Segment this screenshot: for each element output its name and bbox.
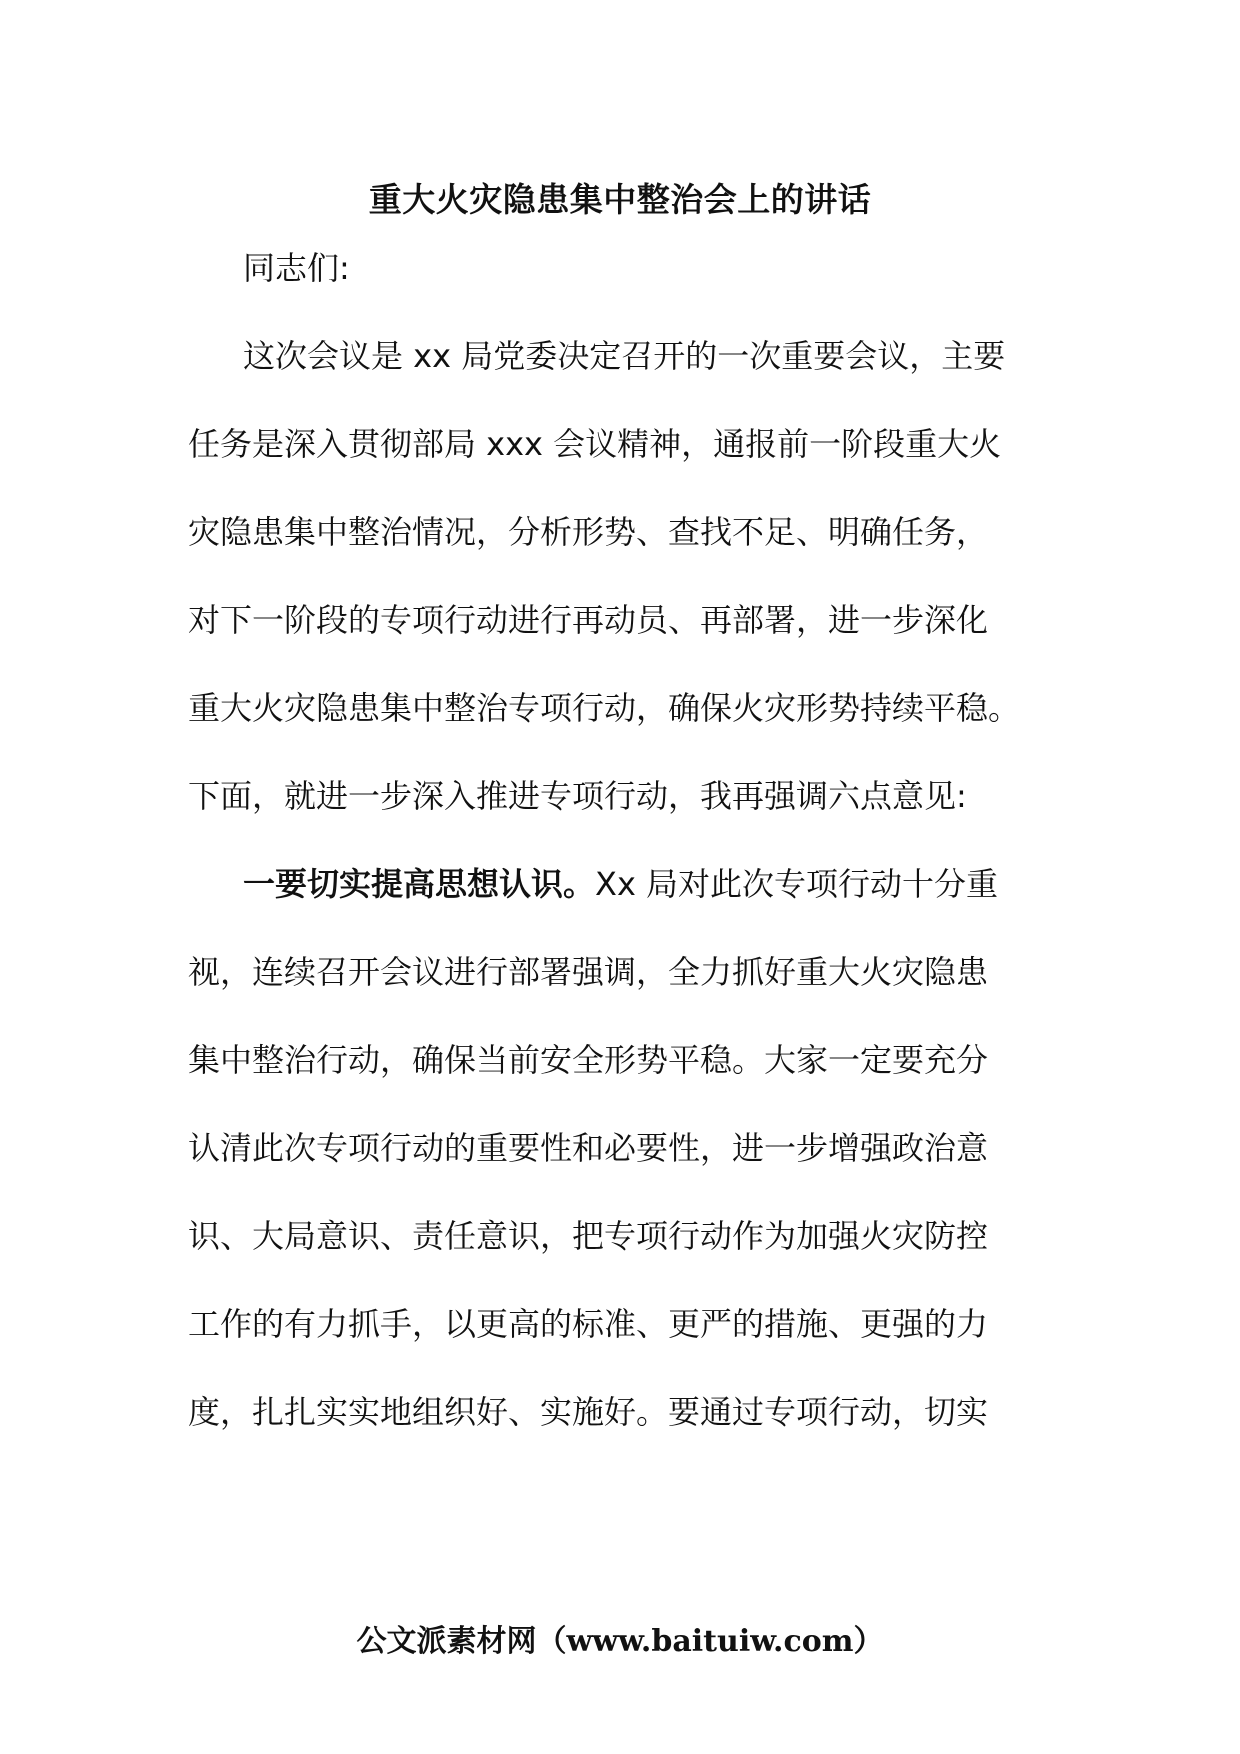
paragraph-line: 视，连续召开会议进行部署强调，全力抓好重大火灾隐患 <box>188 953 989 991</box>
paragraph-text-run: Xx 局对此次专项行动十分重 <box>595 865 999 903</box>
paragraph-line: 认清此次专项行动的重要性和必要性，进一步增强政治意 <box>188 1129 989 1167</box>
document-title: 重大火灾隐患集中整治会上的讲话 <box>368 180 872 219</box>
paragraph-line: 工作的有力抓手，以更高的标准、更严的措施、更强的力 <box>188 1305 989 1343</box>
paragraph-line: 这次会议是 xx 局党委决定召开的一次重要会议，主要 <box>243 337 1006 375</box>
paragraph-line: 度，扎扎实实地组织好、实施好。要通过专项行动，切实 <box>188 1393 989 1431</box>
paragraph-line: 灾隐患集中整治情况，分析形势、查找不足、明确任务， <box>188 513 989 551</box>
paragraph-line: 重大火灾隐患集中整治专项行动，确保火灾形势持续平稳。 <box>188 689 1021 727</box>
paragraph-line <box>243 860 1068 908</box>
paragraph-line: 识、大局意识、责任意识，把专项行动作为加强火灾防控 <box>188 1217 989 1255</box>
paragraph-line: 任务是深入贯彻部局 xxx 会议精神，通报前一阶段重大火 <box>188 425 1002 463</box>
paragraph-line: 集中整治行动，确保当前安全形势平稳。大家一定要充分 <box>188 1041 989 1079</box>
paragraph-line: 对下一阶段的专项行动进行再动员、再部署，进一步深化 <box>188 601 989 639</box>
page-footer: 公文派素材网（www.baituiw.com） <box>356 1624 884 1659</box>
salutation: 同志们: <box>243 249 350 287</box>
paragraph-line: 下面，就进一步深入推进专项行动，我再强调六点意见: <box>188 777 967 815</box>
point-heading: 一要切实提高思想认识。 <box>243 865 596 903</box>
